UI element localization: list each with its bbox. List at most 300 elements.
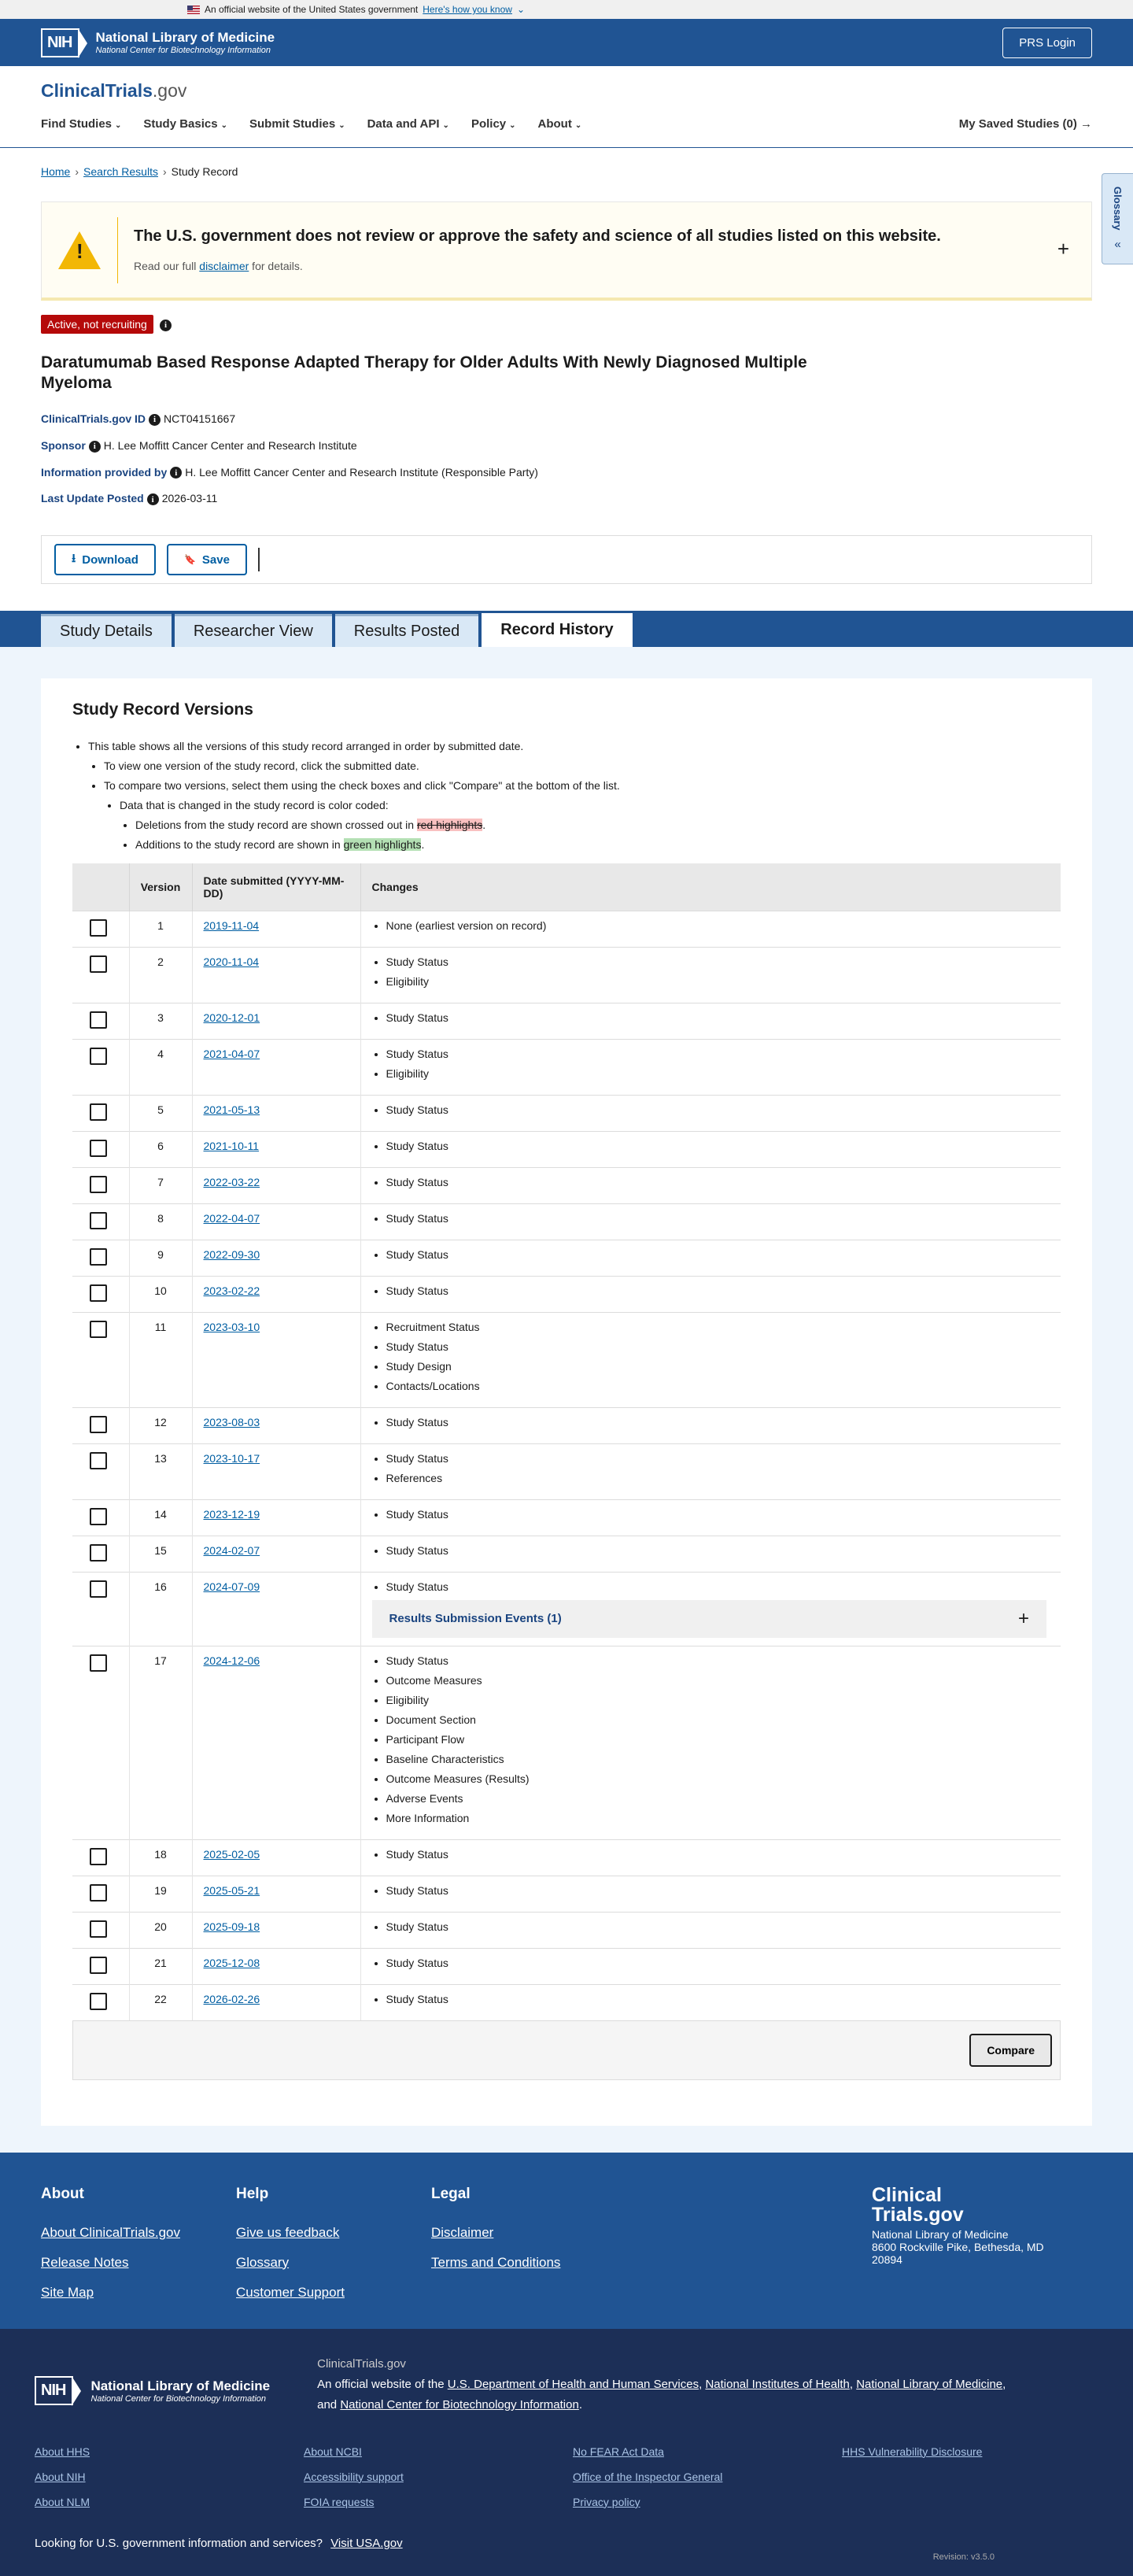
period: . bbox=[421, 838, 425, 852]
tab-results-posted[interactable]: Results Posted bbox=[335, 614, 479, 647]
footer-about-title: About bbox=[41, 2185, 84, 2202]
download-label: Download bbox=[82, 553, 138, 567]
change-item: • Study Status bbox=[386, 1508, 1050, 1521]
sponsor-label: Sponsor bbox=[41, 438, 86, 452]
version-checkbox[interactable] bbox=[90, 1848, 107, 1865]
change-item: • None (earliest version on record) bbox=[386, 919, 1050, 932]
chevron-down-icon: ⌄ bbox=[115, 121, 122, 130]
change-item: • Study Status bbox=[386, 1140, 1050, 1152]
footer-link[interactable]: Give us feedback bbox=[236, 2224, 340, 2240]
footer-nlm-logo[interactable] bbox=[35, 2367, 270, 2415]
version-date-link[interactable]: 2025-12-08 bbox=[203, 1956, 260, 1969]
section-title: Study Record Versions bbox=[72, 700, 253, 719]
nav-item-find-studies[interactable] bbox=[41, 117, 121, 131]
glossary-label: Glossary bbox=[1112, 186, 1124, 231]
official-statement bbox=[317, 2354, 1006, 2415]
nav-item-label: About bbox=[537, 117, 572, 131]
prs-login-button[interactable]: PRS Login bbox=[1002, 28, 1092, 58]
expand-plus-icon: + bbox=[1017, 1607, 1029, 1629]
version-date-link[interactable]: 2022-09-30 bbox=[203, 1247, 260, 1261]
ncbi-subtitle: National Center for Biotechnology Information bbox=[90, 2393, 267, 2404]
footer-legal-title: Legal bbox=[431, 2185, 471, 2202]
heres-how-you-know-link[interactable]: Here's how you know bbox=[423, 4, 512, 15]
changes-list bbox=[372, 919, 1050, 932]
instruction-item bbox=[88, 740, 1061, 851]
version-checkbox[interactable] bbox=[90, 1884, 107, 1902]
change-item: • Study Status bbox=[386, 1048, 1050, 1060]
change-item: • Study Status bbox=[386, 1011, 1050, 1024]
footer-link[interactable]: About ClinicalTrials.gov bbox=[41, 2224, 180, 2240]
changes-list bbox=[372, 1248, 1050, 1261]
table-row bbox=[72, 1039, 1061, 1095]
change-item: • Study Status bbox=[386, 1248, 1050, 1261]
breadcrumb-home[interactable]: Home bbox=[41, 165, 71, 178]
footer-address bbox=[872, 2183, 1092, 2296]
changes-list bbox=[372, 1321, 1050, 1392]
version-number: 5 bbox=[129, 1095, 192, 1131]
footer-site-name: ClinicalTrials.gov bbox=[317, 2356, 406, 2371]
version-date-link[interactable]: 2021-04-07 bbox=[203, 1047, 260, 1060]
change-item: • Study Status bbox=[386, 1340, 1050, 1353]
version-checkbox[interactable] bbox=[90, 1212, 107, 1229]
breadcrumb-current: Study Record bbox=[171, 165, 238, 178]
changes-list bbox=[372, 1212, 1050, 1225]
provided-by-value: H. Lee Moffitt Cancer Center and Research Institute (Responsible Party) bbox=[185, 465, 538, 479]
disclaimer-text bbox=[134, 260, 941, 272]
footer-link[interactable]: Customer Support bbox=[236, 2284, 345, 2300]
change-item: • Study Status bbox=[386, 1848, 1050, 1861]
nlm-link[interactable]: National Library of Medicine bbox=[856, 2377, 1003, 2391]
change-item: • More Information bbox=[386, 1812, 1050, 1824]
ncbi-link[interactable]: National Center for Biotechnology Information bbox=[340, 2397, 579, 2412]
instruction-item bbox=[120, 799, 1061, 851]
and-text: and bbox=[317, 2397, 338, 2412]
action-bar bbox=[41, 535, 1092, 584]
changes-list bbox=[372, 955, 1050, 988]
table-row bbox=[72, 1276, 1061, 1312]
version-date-link[interactable]: 2023-03-10 bbox=[203, 1320, 260, 1333]
change-item: • Outcome Measures (Results) bbox=[386, 1772, 1050, 1785]
green-highlight-sample: green highlights bbox=[343, 838, 422, 852]
change-item: • Study Status bbox=[386, 1103, 1050, 1116]
footer-link[interactable]: No FEAR Act Data bbox=[573, 2445, 664, 2458]
chevron-down-icon: ⌄ bbox=[220, 121, 227, 130]
id-label: ClinicalTrials.gov ID bbox=[41, 412, 146, 425]
version-date-link[interactable]: 2023-10-17 bbox=[203, 1451, 260, 1465]
version-checkbox[interactable] bbox=[90, 1176, 107, 1193]
changes-column-header: Changes bbox=[360, 863, 1061, 911]
footer-link[interactable]: Privacy policy bbox=[573, 2495, 640, 2508]
nav-item-label: Study Basics bbox=[143, 117, 218, 131]
version-checkbox[interactable] bbox=[90, 1140, 107, 1157]
changes-list bbox=[372, 1884, 1050, 1897]
version-number: 9 bbox=[129, 1240, 192, 1276]
table-row bbox=[72, 1443, 1061, 1499]
version-checkbox[interactable] bbox=[90, 1920, 107, 1938]
footer-link[interactable]: FOIA requests bbox=[304, 2495, 375, 2508]
chevron-down-icon: ⌄ bbox=[574, 121, 582, 130]
nih-logo-mark: NIH bbox=[35, 2376, 73, 2405]
record-history-section bbox=[0, 647, 1133, 2153]
download-button[interactable] bbox=[54, 544, 156, 575]
table-row bbox=[72, 1407, 1061, 1443]
version-checkbox[interactable] bbox=[90, 1416, 107, 1433]
version-date-link[interactable]: 2025-02-05 bbox=[203, 1847, 260, 1861]
ncbi-subtitle: National Center for Biotechnology Information bbox=[95, 46, 271, 55]
change-item: • Study Status bbox=[386, 1884, 1050, 1897]
version-checkbox[interactable] bbox=[90, 1957, 107, 1974]
version-checkbox[interactable] bbox=[90, 1248, 107, 1266]
change-item: • Participant Flow bbox=[386, 1733, 1050, 1746]
breadcrumb-separator: › bbox=[162, 165, 167, 178]
results-submission-events[interactable] bbox=[372, 1600, 1047, 1638]
version-date-link[interactable]: 2025-05-21 bbox=[203, 1883, 260, 1897]
changes-list bbox=[372, 1848, 1050, 1861]
chevron-down-icon: ⌄ bbox=[338, 121, 345, 130]
tab-study-details[interactable]: Study Details bbox=[41, 614, 172, 647]
changes-list bbox=[372, 1103, 1050, 1116]
change-item: • Contacts/Locations bbox=[386, 1380, 1050, 1392]
select-column-header bbox=[72, 863, 129, 911]
comma: , bbox=[849, 2377, 854, 2391]
warning-glyph: ! bbox=[76, 238, 83, 263]
table-row bbox=[72, 1499, 1061, 1536]
table-row bbox=[72, 1203, 1061, 1240]
version-checkbox[interactable] bbox=[90, 955, 107, 973]
instructions bbox=[72, 740, 1061, 851]
address-line: 20894 bbox=[872, 2253, 902, 2266]
tab-researcher-view[interactable]: Researcher View bbox=[175, 614, 332, 647]
usa-gov-link[interactable]: Visit USA.gov bbox=[330, 2536, 403, 2550]
chevron-down-icon: ⌄ bbox=[442, 121, 449, 130]
instruction-item bbox=[135, 838, 1061, 851]
version-number: 21 bbox=[129, 1948, 192, 1984]
change-item: • Study Status bbox=[386, 1920, 1050, 1933]
change-item: • References bbox=[386, 1472, 1050, 1484]
instruction-text: This table shows all the versions of this study record arranged in order by submitted date. bbox=[88, 740, 524, 753]
study-header-section bbox=[0, 165, 1133, 584]
changes-list bbox=[372, 1048, 1050, 1080]
versions-table bbox=[72, 863, 1061, 2020]
change-item: • Study Status bbox=[386, 955, 1050, 968]
breadcrumb bbox=[41, 165, 1092, 178]
gov-banner bbox=[0, 0, 1133, 19]
us-flag-icon bbox=[187, 6, 200, 14]
version-checkbox[interactable] bbox=[90, 1544, 107, 1561]
version-date-link[interactable]: 2020-12-01 bbox=[203, 1011, 260, 1024]
nav-item-about[interactable] bbox=[538, 117, 582, 131]
changes-list bbox=[372, 1176, 1050, 1188]
disclaimer-suffix: for details. bbox=[249, 260, 303, 272]
footer-link[interactable]: Glossary bbox=[236, 2254, 290, 2270]
version-number: 3 bbox=[129, 1003, 192, 1039]
footer-link[interactable]: About HHS bbox=[35, 2445, 90, 2458]
version-checkbox[interactable] bbox=[90, 1508, 107, 1525]
version-checkbox[interactable] bbox=[90, 1048, 107, 1065]
table-row bbox=[72, 1948, 1061, 1984]
page-title: Daratumumab Based Response Adapted Therapy for Older Adults With Newly Diagnosed Multiple Myeloma bbox=[41, 353, 807, 392]
table-row bbox=[72, 1912, 1061, 1948]
changes-list bbox=[372, 1993, 1050, 2005]
change-item: • Recruitment Status bbox=[386, 1321, 1050, 1333]
instruction-item bbox=[135, 819, 1061, 831]
change-item: • Study Status bbox=[386, 1452, 1050, 1465]
status-badge: Active, not recruiting bbox=[41, 315, 153, 334]
version-checkbox[interactable] bbox=[90, 1993, 107, 2010]
footer-link[interactable]: Office of the Inspector General bbox=[573, 2470, 723, 2483]
table-row bbox=[72, 1572, 1061, 1646]
change-item: • Eligibility bbox=[386, 1067, 1050, 1080]
instruction-item bbox=[104, 779, 1061, 851]
version-number: 19 bbox=[129, 1876, 192, 1912]
last-update-label: Last Update Posted bbox=[41, 492, 144, 505]
version-number: 8 bbox=[129, 1203, 192, 1240]
nav-item-label: Find Studies bbox=[41, 117, 112, 131]
version-number: 17 bbox=[129, 1646, 192, 1839]
comma: , bbox=[1002, 2377, 1006, 2391]
table-row bbox=[72, 1095, 1061, 1131]
nav-item-data-and-api[interactable] bbox=[367, 117, 449, 131]
version-date-link[interactable]: 2025-09-18 bbox=[203, 1920, 260, 1933]
warning-icon bbox=[58, 231, 101, 269]
tab-record-history[interactable]: Record History bbox=[482, 611, 632, 647]
nih-logo-mark: NIH bbox=[41, 28, 79, 57]
site-header bbox=[0, 66, 1133, 148]
footer-help bbox=[236, 2185, 431, 2300]
instruction-item bbox=[104, 759, 1061, 772]
change-item: • Study Status bbox=[386, 1654, 1050, 1667]
nlm-title: National Library of Medicine bbox=[90, 2378, 271, 2393]
info-icon[interactable]: i bbox=[160, 320, 172, 331]
version-checkbox[interactable] bbox=[90, 919, 107, 937]
change-item: • Eligibility bbox=[386, 1694, 1050, 1706]
nav-item-study-basics[interactable] bbox=[143, 117, 227, 131]
nih-bar bbox=[0, 19, 1133, 66]
version-number: 22 bbox=[129, 1984, 192, 2020]
chevron-down-icon: ⌄ bbox=[509, 121, 516, 130]
brand-suffix: .gov bbox=[152, 80, 187, 101]
nav-item-submit-studies[interactable] bbox=[249, 117, 345, 131]
footer-logo[interactable] bbox=[872, 2183, 1092, 2226]
period: . bbox=[578, 2397, 582, 2412]
changes-list bbox=[372, 1544, 1050, 1557]
footer-top bbox=[0, 2153, 1133, 2329]
changes-list bbox=[372, 1452, 1050, 1484]
footer-logo-line1: Clinical bbox=[872, 2183, 942, 2206]
footer-link[interactable]: About NCBI bbox=[304, 2445, 362, 2458]
version-date-link[interactable]: 2026-02-26 bbox=[203, 1992, 260, 2005]
version-number: 10 bbox=[129, 1276, 192, 1312]
nav-item-label: Data and API bbox=[367, 117, 440, 131]
chevron-down-icon[interactable]: ⌄ bbox=[516, 4, 526, 15]
version-date-link[interactable]: 2022-04-07 bbox=[203, 1211, 260, 1225]
version-date-link[interactable]: 2024-02-07 bbox=[203, 1543, 260, 1557]
version-date-link[interactable]: 2024-07-09 bbox=[203, 1580, 260, 1593]
last-update-value: 2026-03-11 bbox=[161, 492, 218, 505]
version-number: 13 bbox=[129, 1443, 192, 1499]
instruction-text: Data that is changed in the study record is color coded: bbox=[120, 799, 389, 812]
history-card bbox=[41, 678, 1092, 2126]
address-line: National Library of Medicine bbox=[872, 2227, 1009, 2241]
version-number: 6 bbox=[129, 1131, 192, 1167]
table-row bbox=[72, 1312, 1061, 1407]
version-date-link[interactable]: 2023-12-19 bbox=[203, 1507, 260, 1521]
version-date-link[interactable]: 2019-11-04 bbox=[203, 918, 260, 932]
version-date-link[interactable]: 2024-12-06 bbox=[203, 1654, 260, 1667]
nlm-logo[interactable] bbox=[41, 28, 275, 57]
footer-legal bbox=[431, 2186, 626, 2296]
change-item: • Baseline Characteristics bbox=[386, 1753, 1050, 1765]
nav-item-label: Submit Studies bbox=[249, 117, 336, 131]
save-label: Save bbox=[201, 553, 230, 567]
version-number: 20 bbox=[129, 1912, 192, 1948]
changes-list bbox=[372, 1508, 1050, 1521]
version-date-link[interactable]: 2023-02-22 bbox=[203, 1284, 260, 1297]
footer-link[interactable]: Disclaimer bbox=[431, 2224, 494, 2240]
changes-list bbox=[372, 1416, 1050, 1428]
breadcrumb-search-results[interactable]: Search Results bbox=[83, 165, 158, 178]
nav-item-label: Policy bbox=[471, 117, 507, 131]
version-number: 12 bbox=[129, 1407, 192, 1443]
footer-about bbox=[41, 2185, 236, 2300]
chevron-left-icon: « bbox=[1114, 238, 1121, 252]
version-number: 4 bbox=[129, 1039, 192, 1095]
version-checkbox[interactable] bbox=[90, 1452, 107, 1469]
footer-link[interactable]: Site Map bbox=[41, 2284, 94, 2300]
instruction-text: To compare two versions, select them using the check boxes and click "Compare" at the bottom of the list. bbox=[104, 779, 620, 793]
version-checkbox[interactable] bbox=[90, 1321, 107, 1338]
divider bbox=[117, 217, 118, 283]
changes-list bbox=[372, 1920, 1050, 1933]
info-icon[interactable]: i bbox=[147, 493, 159, 505]
footer-link[interactable]: HHS Vulnerability Disclosure bbox=[842, 2445, 983, 2458]
version-checkbox[interactable] bbox=[90, 1011, 107, 1029]
glossary-tab[interactable] bbox=[1102, 173, 1133, 264]
main-nav bbox=[41, 117, 1092, 131]
bookmark-icon: 🔖 bbox=[183, 554, 196, 566]
info-icon[interactable]: i bbox=[149, 414, 161, 426]
footer-link[interactable]: About NLM bbox=[35, 2495, 90, 2508]
change-item: • Study Status bbox=[386, 1544, 1050, 1557]
red-highlight-sample: red highlights bbox=[416, 819, 483, 832]
my-saved-studies-label: My Saved Studies (0) bbox=[958, 117, 1077, 131]
table-row bbox=[72, 1984, 1061, 2020]
compare-button[interactable]: Compare bbox=[969, 2034, 1052, 2067]
version-checkbox[interactable] bbox=[90, 1103, 107, 1121]
ctgov-logo[interactable] bbox=[41, 80, 1092, 102]
version-checkbox[interactable] bbox=[90, 1284, 107, 1302]
version-checkbox[interactable] bbox=[90, 1654, 107, 1672]
study-meta bbox=[41, 412, 1092, 505]
footer-link[interactable]: Accessibility support bbox=[304, 2470, 404, 2483]
download-icon: ⭳ bbox=[72, 551, 76, 565]
version-date-link[interactable]: 2020-11-04 bbox=[203, 955, 260, 968]
table-row bbox=[72, 947, 1061, 1003]
date-column-header: Date submitted (YYYY-MM-DD) bbox=[192, 863, 360, 911]
table-row bbox=[72, 1167, 1061, 1203]
deletions-text: Deletions from the study record are shown crossed out in bbox=[135, 819, 417, 832]
table-row bbox=[72, 1536, 1061, 1572]
footer-link[interactable]: Terms and Conditions bbox=[431, 2254, 561, 2270]
additions-text: Additions to the study record are shown in bbox=[135, 838, 344, 852]
change-item: • Study Status bbox=[386, 1284, 1050, 1297]
gov-question: Looking for U.S. government information and services? bbox=[35, 2536, 323, 2550]
address-line: 8600 Rockville Pike, Bethesda, MD bbox=[872, 2240, 1044, 2253]
provided-by-label: Information provided by bbox=[41, 465, 168, 479]
revision-text: Revision: v3.5.0 bbox=[932, 2552, 995, 2562]
version-number: 18 bbox=[129, 1839, 192, 1876]
disclaimer-prefix: Read our full bbox=[134, 260, 200, 272]
version-checkbox[interactable] bbox=[90, 1580, 107, 1598]
change-item: • Study Status bbox=[386, 1212, 1050, 1225]
changes-list bbox=[372, 1580, 1050, 1593]
compare-row bbox=[72, 2020, 1061, 2080]
changes-list bbox=[372, 1654, 1050, 1824]
period: . bbox=[482, 819, 486, 832]
events-label: Results Submission Events (1) bbox=[389, 1612, 562, 1626]
hhs-link[interactable]: U.S. Department of Health and Human Services bbox=[447, 2377, 699, 2391]
footer-link[interactable]: About NIH bbox=[35, 2470, 86, 2483]
info-icon[interactable]: i bbox=[170, 467, 182, 479]
change-item: • Study Design bbox=[386, 1360, 1050, 1373]
table-header-row bbox=[72, 863, 1061, 911]
footer-link[interactable]: Release Notes bbox=[41, 2254, 129, 2270]
nav-item-policy[interactable] bbox=[471, 117, 516, 131]
change-item: • Study Status bbox=[386, 1580, 1050, 1593]
table-row bbox=[72, 1003, 1061, 1039]
changes-list bbox=[372, 1957, 1050, 1969]
version-column-header: Version bbox=[129, 863, 192, 911]
divider bbox=[258, 548, 260, 571]
version-date-link[interactable]: 2021-10-11 bbox=[203, 1139, 260, 1152]
brand-name: ClinicalTrials bbox=[41, 80, 153, 101]
change-item: • Study Status bbox=[386, 1416, 1050, 1428]
nlm-title: National Library of Medicine bbox=[95, 30, 275, 45]
version-date-link[interactable]: 2023-08-03 bbox=[203, 1415, 260, 1428]
version-number: 15 bbox=[129, 1536, 192, 1572]
disclaimer-banner bbox=[41, 201, 1092, 301]
footer-bottom bbox=[0, 2329, 1133, 2576]
footer-help-title: Help bbox=[236, 2185, 269, 2202]
footer-logo-line2: Trials.gov bbox=[872, 2203, 964, 2226]
footer-links bbox=[35, 2445, 1098, 2508]
change-item: • Study Status bbox=[386, 1993, 1050, 2005]
disclaimer-title: The U.S. government does not review or approve the safety and science of all studies listed on this website. bbox=[134, 227, 941, 245]
version-date-link[interactable]: 2021-05-13 bbox=[203, 1103, 260, 1116]
info-icon[interactable]: i bbox=[89, 441, 101, 453]
table-row bbox=[72, 1646, 1061, 1839]
expand-plus-icon[interactable]: + bbox=[1057, 237, 1069, 261]
breadcrumb-separator: › bbox=[75, 165, 79, 178]
changes-list bbox=[372, 1284, 1050, 1297]
arrow-right-icon: → bbox=[1080, 117, 1092, 131]
save-button[interactable] bbox=[167, 544, 247, 575]
my-saved-studies-link[interactable] bbox=[959, 117, 1092, 131]
instruction-text: To view one version of the study record, click the submitted date. bbox=[104, 759, 419, 773]
disclaimer-link[interactable]: disclaimer bbox=[199, 260, 249, 272]
version-number: 7 bbox=[129, 1167, 192, 1203]
nih-link[interactable]: National Institutes of Health bbox=[705, 2377, 850, 2391]
version-date-link[interactable]: 2022-03-22 bbox=[203, 1175, 260, 1188]
official-prefix: An official website of the bbox=[317, 2377, 448, 2391]
change-item: • Outcome Measures bbox=[386, 1674, 1050, 1687]
change-item: • Eligibility bbox=[386, 975, 1050, 988]
id-value: NCT04151667 bbox=[164, 412, 236, 425]
change-item: • Study Status bbox=[386, 1176, 1050, 1188]
study-tabs bbox=[0, 611, 1133, 647]
table-row bbox=[72, 1131, 1061, 1167]
change-item: • Adverse Events bbox=[386, 1792, 1050, 1805]
